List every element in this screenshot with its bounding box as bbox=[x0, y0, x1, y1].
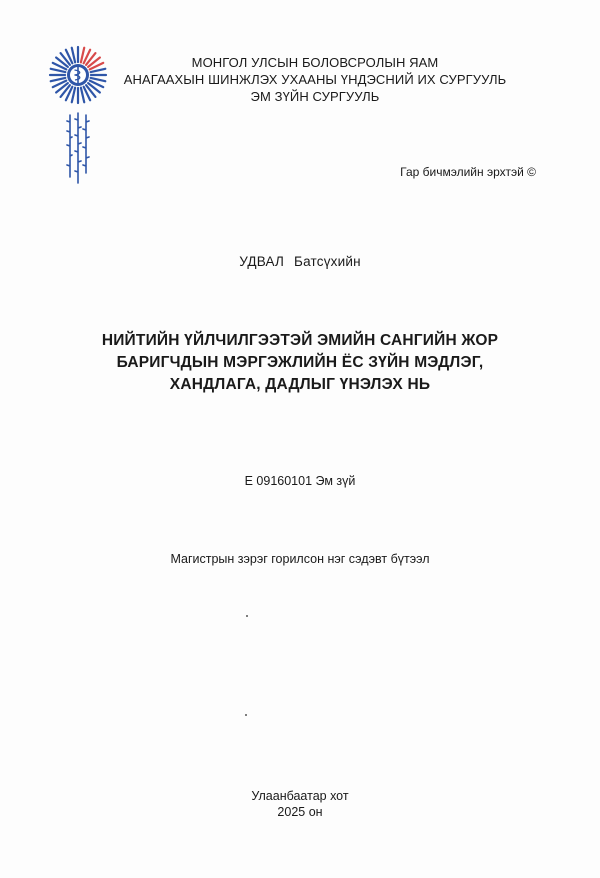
emblem-ray bbox=[81, 88, 84, 103]
author-first-name: УДВАЛ bbox=[239, 254, 285, 269]
emblem-ray bbox=[91, 69, 106, 72]
institution-header bbox=[110, 54, 520, 105]
university-emblem-icon bbox=[48, 45, 108, 195]
university-name: АНАГААХЫН ШИНЖЛЭХ УХААНЫ ҮНДЭСНИЙ ИХ СУРГУУЛЬ bbox=[123, 72, 507, 87]
school-name: ЭМ ЗҮЙН СУРГУУЛЬ bbox=[250, 89, 380, 104]
emblem-ray bbox=[51, 78, 66, 81]
city: Улаанбаатар хот bbox=[251, 789, 349, 803]
emblem-ray bbox=[51, 69, 66, 72]
scan-speck bbox=[245, 714, 247, 716]
author-patronymic: Батсүхийн bbox=[294, 254, 361, 269]
thesis-title-line-3: ХАНДЛАГА, ДАДЛЫГ ҮНЭЛЭХ НЬ bbox=[169, 376, 431, 393]
emblem-ray bbox=[91, 78, 106, 81]
thesis-title-line-1: НИЙТИЙН ҮЙЛЧИЛГЭЭТЭЙ ЭМИЙН САНГИЙН ЖОР bbox=[101, 332, 499, 349]
emblem-ray bbox=[81, 48, 84, 63]
thesis-title bbox=[60, 330, 540, 396]
degree-description: Магистрын зэрэг горилсон нэг сэдэвт бүтээл bbox=[170, 552, 430, 566]
place-and-date bbox=[0, 788, 600, 820]
year: 2025 он bbox=[277, 805, 323, 819]
ministry-name: МОНГОЛ УЛСЫН БОЛОВСРОЛЫН ЯАМ bbox=[191, 55, 439, 70]
copyright-notice: Гар бичмэлийн эрхтэй © bbox=[400, 165, 536, 179]
emblem-ray bbox=[72, 48, 75, 63]
author-name bbox=[0, 254, 600, 269]
specialty-code: Е 09160101 Эм зүй bbox=[244, 474, 356, 488]
emblem-ray bbox=[72, 88, 75, 103]
thesis-title-line-2: БАРИГЧДЫН МЭРГЭЖЛИЙН ЁС ЗҮЙН МЭДЛЭГ, bbox=[116, 354, 484, 371]
scan-speck bbox=[246, 615, 248, 617]
